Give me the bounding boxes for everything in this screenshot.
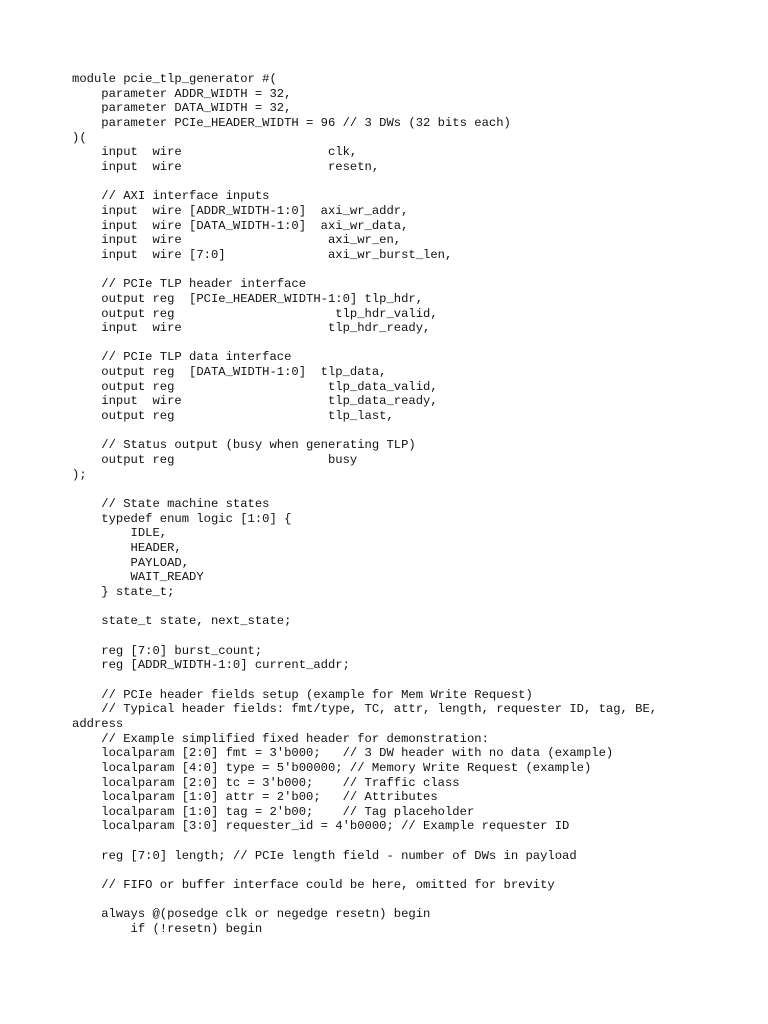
code-line: output reg [PCIe_HEADER_WIDTH-1:0] tlp_hdr, (72, 291, 424, 306)
code-line: )( (72, 130, 87, 145)
code-line: state_t state, next_state; (72, 614, 292, 629)
code-line: // State machine states (72, 497, 270, 512)
blank-line (72, 263, 752, 278)
document-page (72, 72, 752, 937)
code-line: // PCIe TLP header interface (72, 277, 307, 292)
code-line: reg [7:0] burst_count; (72, 643, 263, 658)
code-line: // Example simplified fixed header for demonstration: (72, 731, 489, 746)
code-line: // AXI interface inputs (72, 189, 270, 204)
code-line: input wire [7:0] axi_wr_burst_len, (72, 247, 453, 262)
code-line: localparam [1:0] tag = 2'b00; // Tag placeholder (72, 804, 475, 819)
code-line: reg [7:0] length; // PCIe length field - number of DWs in payload (72, 848, 577, 863)
code-line: IDLE, (72, 526, 168, 541)
blank-line (72, 175, 752, 190)
code-line: input wire [DATA_WIDTH-1:0] axi_wr_data, (72, 218, 409, 233)
code-line: input wire clk, (72, 145, 358, 160)
code-line: // FIFO or buffer interface could be here, omitted for brevity (72, 878, 555, 893)
code-line: output reg [DATA_WIDTH-1:0] tlp_data, (72, 365, 387, 380)
code-line: ); (72, 467, 87, 482)
code-line: localparam [1:0] attr = 2'b00; // Attributes (72, 790, 438, 805)
code-line: input wire [ADDR_WIDTH-1:0] axi_wr_addr, (72, 203, 409, 218)
code-line: WAIT_READY (72, 570, 204, 585)
code-line: localparam [2:0] fmt = 3'b000; // 3 DW header with no data (example) (72, 746, 614, 761)
code-line: output reg tlp_last, (72, 409, 394, 424)
code-line: localparam [4:0] type = 5'b00000; // Memory Write Request (example) (72, 760, 592, 775)
blank-line (72, 336, 752, 351)
blank-line (72, 863, 752, 878)
code-line: HEADER, (72, 541, 182, 555)
blank-line (72, 834, 752, 849)
code-line: if (!resetn) begin (72, 922, 263, 937)
code-line: output reg tlp_hdr_valid, (72, 306, 438, 321)
code-line: parameter PCIe_HEADER_WIDTH = 96 // 3 DWs (32 bits each) (72, 115, 511, 130)
code-line: parameter DATA_WIDTH = 32, (72, 101, 292, 116)
code-line: PAYLOAD, (72, 555, 190, 570)
verilog-code-block (72, 72, 752, 937)
code-line: // Status output (busy when generating TLP) (72, 438, 416, 453)
code-line: reg [ADDR_WIDTH-1:0] current_addr; (72, 658, 350, 673)
code-line: address (72, 716, 124, 731)
code-line: // Typical header fields: fmt/type, TC, attr, length, requester ID, tag, BE, (72, 702, 658, 717)
code-line: output reg tlp_data_valid, (72, 379, 438, 394)
blank-line (72, 600, 752, 615)
code-line: input wire tlp_hdr_ready, (72, 321, 431, 336)
code-line: always @(posedge clk or negedge resetn) begin (72, 907, 431, 922)
code-line: // PCIe TLP data interface (72, 350, 292, 365)
blank-line (72, 629, 752, 644)
code-line: localparam [3:0] requester_id = 4'b0000; // Example requester ID (72, 819, 570, 834)
code-line: module pcie_tlp_generator #( (72, 72, 277, 86)
code-line: input wire resetn, (72, 159, 380, 174)
code-line: output reg busy (72, 453, 358, 468)
blank-line (72, 673, 752, 688)
blank-line (72, 424, 752, 439)
code-line: // PCIe header fields setup (example for Mem Write Request) (72, 687, 533, 702)
code-line: input wire axi_wr_en, (72, 233, 402, 248)
code-line: localparam [2:0] tc = 3'b000; // Traffic class (72, 775, 460, 790)
code-line: typedef enum logic [1:0] { (72, 511, 292, 526)
blank-line (72, 482, 752, 497)
code-line: input wire tlp_data_ready, (72, 394, 438, 409)
blank-line (72, 893, 752, 908)
code-line: parameter ADDR_WIDTH = 32, (72, 86, 292, 101)
code-line: } state_t; (72, 584, 175, 599)
